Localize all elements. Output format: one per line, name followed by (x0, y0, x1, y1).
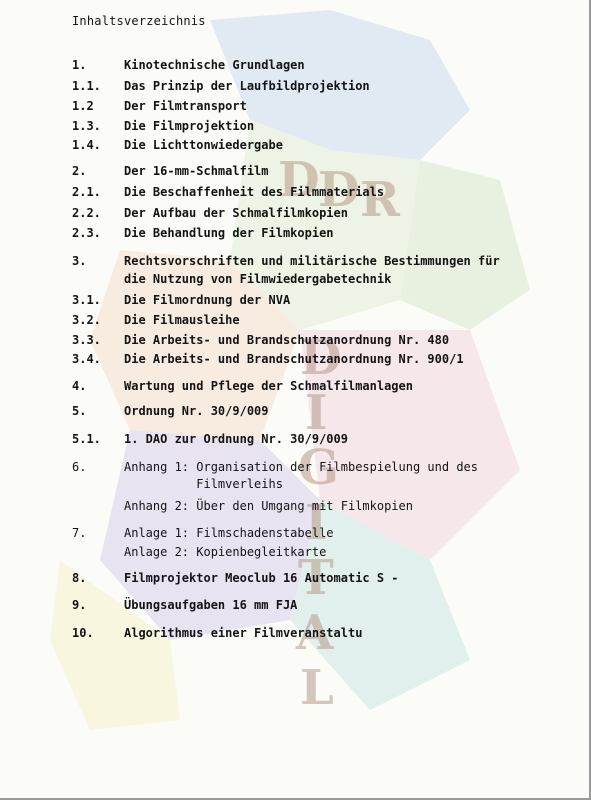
toc-entry (72, 291, 562, 310)
toc-entry-title: Der Aufbau der Schmalfilmkopien (124, 206, 348, 220)
toc-entry-title: Algorithmus einer Filmveranstaltu (124, 626, 363, 640)
toc-entry-title: 1. DAO zur Ordnung Nr. 30/9/009 (124, 432, 348, 446)
toc-entry-title: Wartung und Pflege der Schmalfilmanlagen (124, 379, 413, 393)
toc-entry-number: 6. (72, 460, 87, 474)
watermark-letter: G (298, 440, 339, 496)
toc-entry-number: 10. (72, 626, 94, 640)
toc-entry-number: 2. (72, 164, 87, 178)
toc-entry-title: Der 16-mm-Schmalfilm (124, 164, 269, 178)
toc-entry-number: 1. (72, 58, 87, 72)
toc-entry-title: Ordnung Nr. 30/9/009 (124, 404, 269, 418)
toc-entry-title: Anlage 1: Filmschadenstabelle (124, 526, 334, 540)
toc-entry (72, 117, 562, 136)
toc-entry (72, 569, 562, 588)
toc-entry-title: Kinotechnische Grundlagen (124, 58, 305, 72)
toc-entry (72, 596, 562, 615)
toc-entry (72, 183, 562, 202)
watermark-letter: D (300, 330, 342, 386)
watermark-letter: A (296, 605, 334, 661)
toc-entry-title: Die Beschaffenheit des Filmmaterials (124, 185, 385, 199)
toc-entry-continuation (72, 475, 562, 494)
toc-entry (72, 524, 562, 543)
toc-entry (72, 204, 562, 223)
toc-entry-number: 2.3. (72, 226, 101, 240)
toc-entry-title: Filmprojektor Meoclub 16 Automatic S - (124, 571, 399, 585)
toc-entry-title: Anhang 1: Organisation der Filmbespielung und des (124, 460, 479, 474)
toc-entry-number: 2.1. (72, 185, 101, 199)
toc-entry-number (72, 543, 124, 562)
toc-entry-number: 4. (72, 379, 87, 393)
toc-entry-number: 1.4. (72, 138, 101, 152)
watermark-letter: D (318, 162, 360, 218)
toc-entry-title: Der Filmtransport (124, 99, 247, 113)
toc-entry-title: Die Arbeits- und Brandschutzanordnung Nr. 900/1 (124, 352, 464, 366)
toc-entry (72, 162, 562, 181)
toc-entry-number (72, 497, 124, 516)
toc-entry-title: Die Filmordnung der NVA (124, 293, 291, 307)
toc-entry-number: 1.2 (72, 99, 94, 113)
toc-entry (72, 402, 562, 421)
toc-entry-continuation (72, 270, 562, 289)
toc-entry-number (72, 475, 124, 494)
toc-entry-number: 3.2. (72, 313, 101, 327)
watermark-letter: T (298, 550, 334, 606)
toc-entry-title: Die Lichttonwiedergabe (124, 138, 283, 152)
watermark-letter: L (300, 660, 334, 716)
toc-entry-number: 3.1. (72, 293, 101, 307)
toc-entry (72, 331, 562, 350)
toc-entry-number: 1.1. (72, 79, 101, 93)
toc-entry (72, 252, 562, 271)
toc-entry (72, 624, 562, 643)
toc-entry-number: 8. (72, 571, 87, 585)
toc-entry-number: 1.3. (72, 119, 101, 133)
toc-entry-number: 7. (72, 526, 87, 540)
toc-entry (72, 77, 562, 96)
toc-entry (72, 430, 562, 449)
toc-entry (72, 224, 562, 243)
toc-entry (72, 311, 562, 330)
toc-entry (72, 56, 562, 75)
toc-entry-title: Die Arbeits- und Brandschutzanordnung Nr. 480 (124, 333, 450, 347)
toc-entry-title: Anlage 2: Kopienbegleitkarte (124, 545, 327, 559)
toc-entry-number: 3.4. (72, 352, 101, 366)
toc-entry-title: Das Prinzip der Laufbildprojektion (124, 79, 370, 93)
toc-heading: Inhaltsverzeichnis (72, 14, 206, 28)
toc-entry (72, 136, 562, 155)
watermark-letter: I (305, 495, 328, 551)
toc-entry (72, 497, 562, 516)
toc-entry (72, 377, 562, 396)
toc-entry-title: Die Filmausleihe (124, 313, 240, 327)
toc-entry (72, 543, 562, 562)
toc-entry-number: 9. (72, 598, 87, 612)
toc-entry-number: 3. (72, 254, 87, 268)
toc-entry-number: 3.3. (72, 333, 101, 347)
toc-entry-number: 5. (72, 404, 87, 418)
toc-entry-title: Filmverleihs (124, 477, 283, 491)
toc-entry-title: Rechtsvorschriften und militärische Bestimmungen für (124, 254, 500, 268)
toc-entry (72, 350, 562, 369)
toc-entry-number: 5.1. (72, 432, 101, 446)
toc-entry (72, 97, 562, 116)
toc-entry-title: Anhang 2: Über den Umgang mit Filmkopien (124, 499, 413, 513)
toc-entry-number (72, 270, 124, 289)
watermark-letter: R (360, 172, 400, 228)
toc-entry-title: Die Filmprojektion (124, 119, 255, 133)
toc-entry-title: die Nutzung von Filmwiedergabetechnik (124, 272, 392, 286)
toc-entry-title: Die Behandlung der Filmkopien (124, 226, 334, 240)
toc-entry-number: 2.2. (72, 206, 101, 220)
watermark-letter: I (305, 385, 328, 441)
toc-entry-title: Übungsaufgaben 16 mm FJA (124, 598, 298, 612)
watermark-letter: D (278, 152, 320, 208)
